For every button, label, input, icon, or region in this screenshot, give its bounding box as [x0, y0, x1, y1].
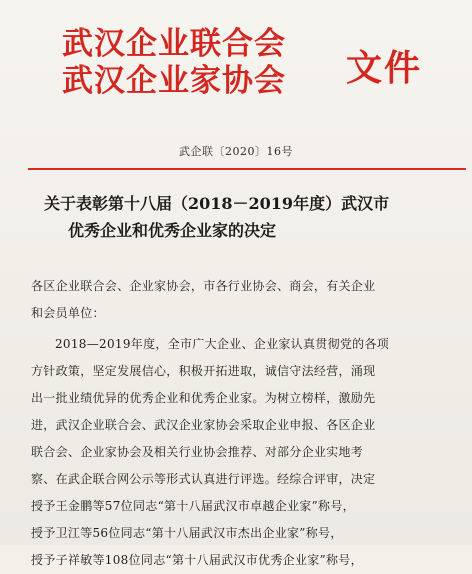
- document-header: [62, 26, 422, 110]
- paragraph-line: 察、在武企联合网公示等形式认真进行评选。经综合评审，决定: [31, 472, 376, 486]
- paragraph-line: 联合会、企业家协会及相关行业协会推荐、对部分企业实地考: [31, 445, 364, 459]
- salutation-line-1: 各区企业联合会、企业家协会，市各行业协会、商会，有关企业: [31, 279, 376, 293]
- title-line-1: 关于表彰第十八届（2018－2019年度）武汉市: [44, 194, 390, 213]
- issuing-organizations: [62, 26, 332, 100]
- org-name-entrepreneurs-association: 武汉企业家协会: [62, 63, 286, 99]
- salutation-line-2: 和会员单位：: [31, 306, 105, 320]
- document-body: [31, 273, 463, 574]
- red-divider-line: [28, 168, 466, 170]
- org-name-enterprise-confederation: 武汉企业联合会: [62, 26, 286, 62]
- paragraph-line: 授予王金鹏等57位同志“第十八届武汉市卓越企业家”称号，: [31, 499, 355, 513]
- paragraph-line: 授予卫江等56位同志“第十八届武汉市杰出企业家”称号，: [31, 526, 343, 540]
- paragraph-line: 进，武汉企业联合会、武汉企业家协会采取企业申报、各区企业: [31, 418, 376, 432]
- paragraph-line: 方针政策，坚定发展信心，积极开拓进取，诚信守法经营，涌现: [31, 364, 376, 378]
- document-title: [44, 190, 458, 244]
- document-number: 武企联〔2020〕16号: [179, 145, 293, 158]
- title-line-2: 优秀企业和优秀企业家的决定: [68, 221, 277, 240]
- paragraph-line: 2018—2019年度，全市广大企业、企业家认真贯彻党的各项: [55, 337, 390, 351]
- paragraph-line: 出一批业绩优异的优秀企业和优秀企业家。为树立榜样，激励先: [31, 391, 376, 405]
- document-label: 文件: [346, 47, 423, 89]
- paragraph-line: 授予子祥敏等108位同志“第十八届武汉市优秀企业家”称号，: [31, 553, 363, 567]
